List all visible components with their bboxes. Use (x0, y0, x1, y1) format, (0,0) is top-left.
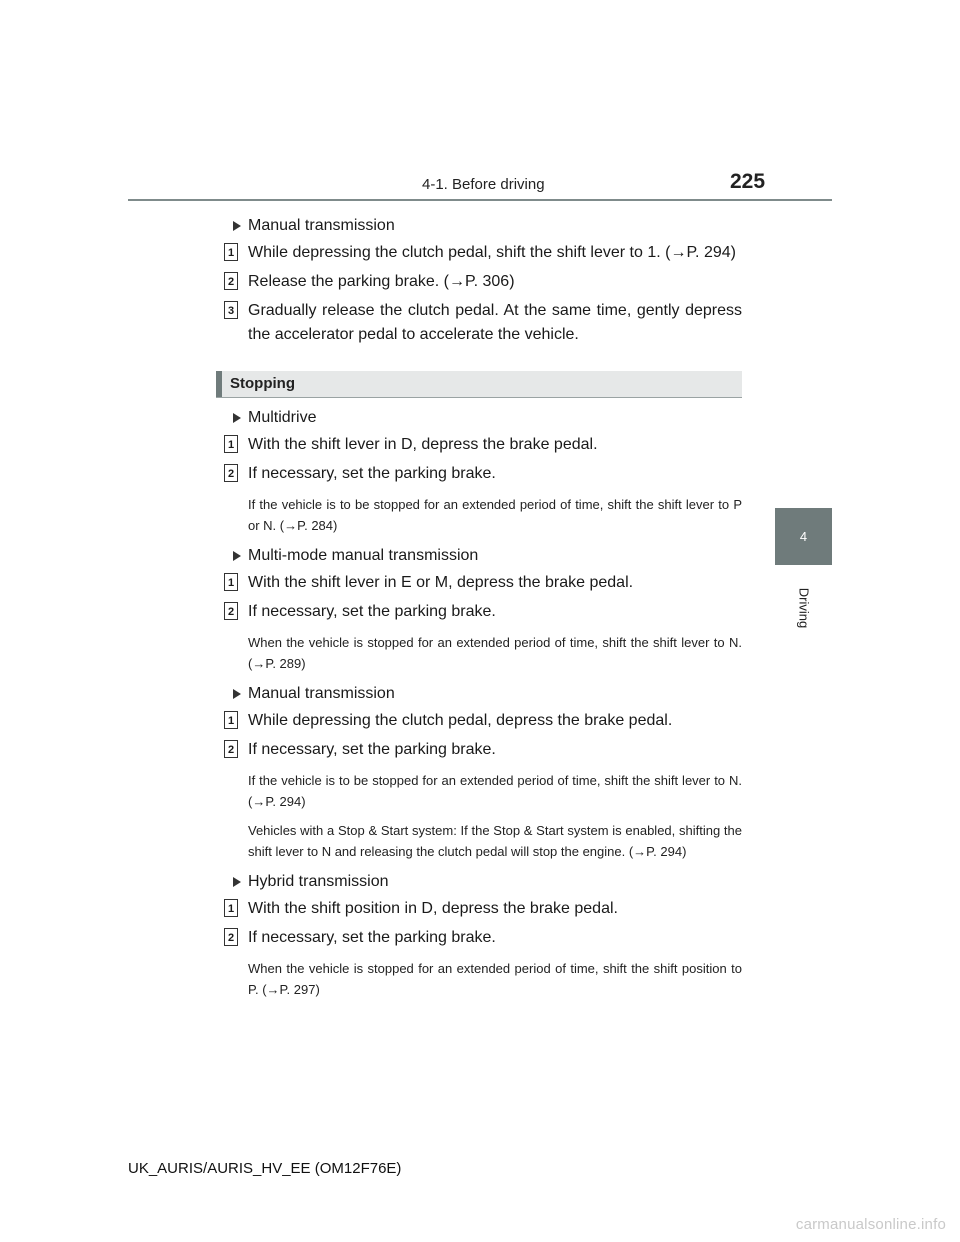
header-divider (128, 199, 832, 201)
step-number: 2 (224, 272, 238, 290)
step-text: If necessary, set the parking brake. (248, 929, 496, 946)
step-number: 1 (224, 899, 238, 917)
step-item (216, 926, 742, 950)
step-item (216, 270, 742, 294)
step-number: 2 (224, 602, 238, 620)
section-title: 4-1. Before driving (422, 176, 545, 193)
step-item (216, 738, 742, 762)
step-text: Release the parking brake. (→P. 306) (248, 273, 515, 290)
step-number: 2 (224, 464, 238, 482)
step-number: 1 (224, 711, 238, 729)
step-text: Gradually release the clutch pedal. At the same time, gently depress the accelerator pedal to accelerate the vehicle. (248, 302, 742, 343)
subheading-manual-transmission: Manual transmission (216, 684, 742, 704)
step-number: 1 (224, 435, 238, 453)
triangle-bullet-icon (233, 221, 241, 231)
page-number: 225 (730, 170, 766, 193)
step-text: With the shift position in D, depress the brake pedal. (248, 900, 618, 917)
step-text: With the shift lever in E or M, depress the brake pedal. (248, 574, 634, 591)
section-heading-stopping (216, 371, 742, 398)
subheading-hybrid-transmission: Hybrid transmission (216, 872, 742, 892)
step-item (216, 462, 742, 486)
step-number: 3 (224, 301, 238, 319)
chapter-label: Driving (796, 587, 812, 629)
step-number: 1 (224, 243, 238, 261)
step-text: If necessary, set the parking brake. (248, 741, 496, 758)
step-item (216, 709, 742, 733)
note-text: Vehicles with a Stop & Start system: If the Stop & Start system is enabled, shifting the shift lever to N and releasing the clutch pedal will stop the engine. (→P. 294) (248, 823, 742, 859)
note-text: If the vehicle is to be stopped for an extended period of time, shift the shift lever to P or N. (→P. 284) (248, 497, 742, 533)
heading-accent-bar (216, 371, 222, 397)
note-text: If the vehicle is to be stopped for an extended period of time, shift the shift lever to N. (→P. 294) (248, 773, 742, 809)
page-content (216, 206, 742, 1000)
step-item (216, 897, 742, 921)
step-text: If necessary, set the parking brake. (248, 603, 496, 620)
step-number: 2 (224, 928, 238, 946)
note-text: When the vehicle is stopped for an extended period of time, shift the shift lever to N. (→P. 289) (248, 635, 742, 671)
step-item (216, 299, 742, 347)
triangle-bullet-icon (233, 551, 241, 561)
subheading-multimode: Multi-mode manual transmission (216, 546, 742, 566)
step-number: 1 (224, 573, 238, 591)
step-number: 2 (224, 740, 238, 758)
step-item (216, 433, 742, 457)
subheading-multidrive: Multidrive (216, 408, 742, 428)
note-text: When the vehicle is stopped for an extended period of time, shift the shift position to P. (→P. 297) (248, 961, 742, 997)
step-item (216, 571, 742, 595)
step-item (216, 241, 742, 265)
step-text: If necessary, set the parking brake. (248, 465, 496, 482)
step-text: While depressing the clutch pedal, shift the shift lever to 1. (→P. 294) (248, 244, 736, 261)
chapter-tab: 4 (775, 508, 832, 565)
triangle-bullet-icon (233, 689, 241, 699)
subheading-manual-transmission: Manual transmission (216, 216, 742, 236)
watermark: carmanualsonline.info (795, 1216, 946, 1233)
heading-text: Stopping (230, 375, 295, 392)
triangle-bullet-icon (233, 877, 241, 887)
step-text: With the shift lever in D, depress the brake pedal. (248, 436, 598, 453)
footer-model-code: UK_AURIS/AURIS_HV_EE (OM12F76E) (128, 1160, 402, 1177)
step-text: While depressing the clutch pedal, depress the brake pedal. (248, 712, 673, 729)
triangle-bullet-icon (233, 413, 241, 423)
step-item (216, 600, 742, 624)
